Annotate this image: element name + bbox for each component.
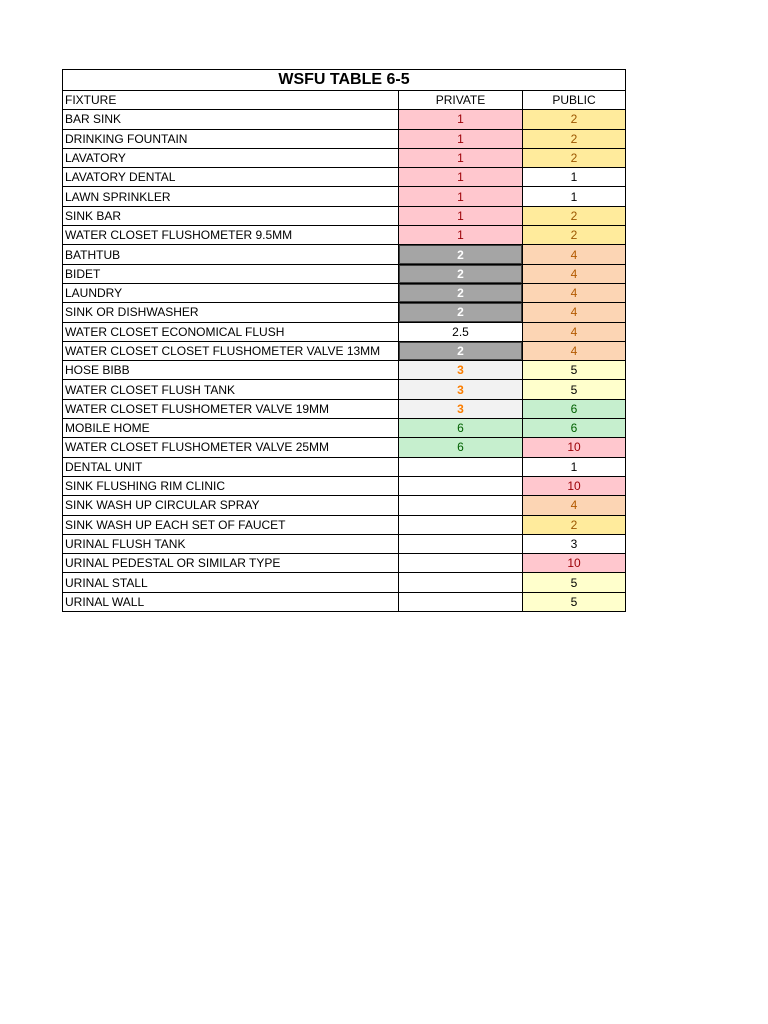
fixture-cell[interactable]: URINAL FLUSH TANK bbox=[63, 534, 399, 553]
table-row bbox=[63, 226, 626, 245]
table-row bbox=[63, 206, 626, 225]
public-wsfu-cell[interactable]: 10 bbox=[523, 554, 626, 573]
fixture-cell[interactable]: SINK OR DISHWASHER bbox=[63, 303, 399, 322]
fixture-cell[interactable]: LAUNDRY bbox=[63, 283, 399, 302]
table-row bbox=[63, 341, 626, 360]
fixture-cell[interactable]: BIDET bbox=[63, 264, 399, 283]
private-wsfu-cell[interactable]: 3 bbox=[399, 380, 523, 399]
private-wsfu-cell[interactable] bbox=[399, 573, 523, 592]
private-wsfu-cell[interactable] bbox=[399, 496, 523, 515]
private-wsfu-cell[interactable]: 2 bbox=[399, 283, 523, 302]
private-wsfu-cell[interactable]: 6 bbox=[399, 419, 523, 438]
fixture-cell[interactable]: WATER CLOSET FLUSHOMETER 9.5MM bbox=[63, 226, 399, 245]
fixture-cell[interactable]: SINK WASH UP CIRCULAR SPRAY bbox=[63, 496, 399, 515]
private-wsfu-cell[interactable] bbox=[399, 592, 523, 611]
table-row bbox=[63, 476, 626, 495]
table-row bbox=[63, 515, 626, 534]
public-wsfu-cell[interactable]: 4 bbox=[523, 303, 626, 322]
public-wsfu-cell[interactable]: 2 bbox=[523, 148, 626, 167]
public-wsfu-cell[interactable]: 2 bbox=[523, 206, 626, 225]
public-wsfu-cell[interactable]: 5 bbox=[523, 573, 626, 592]
public-wsfu-cell[interactable]: 1 bbox=[523, 457, 626, 476]
fixture-cell[interactable]: DRINKING FOUNTAIN bbox=[63, 129, 399, 148]
private-wsfu-cell[interactable]: 1 bbox=[399, 110, 523, 129]
table-row bbox=[63, 534, 626, 553]
table-row bbox=[63, 264, 626, 283]
title-row bbox=[63, 70, 626, 91]
fixture-cell[interactable]: SINK WASH UP EACH SET OF FAUCET bbox=[63, 515, 399, 534]
fixture-cell[interactable]: MOBILE HOME bbox=[63, 419, 399, 438]
public-wsfu-cell[interactable]: 4 bbox=[523, 341, 626, 360]
public-wsfu-cell[interactable]: 3 bbox=[523, 534, 626, 553]
fixture-cell[interactable]: WATER CLOSET FLUSHOMETER VALVE 19MM bbox=[63, 399, 399, 418]
private-wsfu-cell[interactable]: 3 bbox=[399, 361, 523, 380]
fixture-cell[interactable]: SINK BAR bbox=[63, 206, 399, 225]
fixture-cell[interactable]: WATER CLOSET ECONOMICAL FLUSH bbox=[63, 322, 399, 341]
public-wsfu-cell[interactable]: 5 bbox=[523, 380, 626, 399]
private-wsfu-cell[interactable]: 1 bbox=[399, 168, 523, 187]
public-wsfu-cell[interactable]: 4 bbox=[523, 496, 626, 515]
fixture-cell[interactable]: WATER CLOSET CLOSET FLUSHOMETER VALVE 13MM bbox=[63, 341, 399, 360]
table-row bbox=[63, 419, 626, 438]
table-row bbox=[63, 168, 626, 187]
table-row bbox=[63, 245, 626, 264]
table-row bbox=[63, 438, 626, 457]
private-wsfu-cell[interactable]: 2 bbox=[399, 303, 523, 322]
fixture-cell[interactable]: LAWN SPRINKLER bbox=[63, 187, 399, 206]
header-private[interactable]: PRIVATE bbox=[399, 91, 523, 110]
public-wsfu-cell[interactable]: 1 bbox=[523, 168, 626, 187]
spreadsheet-sheet bbox=[62, 69, 625, 612]
private-wsfu-cell[interactable] bbox=[399, 457, 523, 476]
fixture-cell[interactable]: URINAL PEDESTAL OR SIMILAR TYPE bbox=[63, 554, 399, 573]
table-title[interactable]: WSFU TABLE 6-5 bbox=[63, 70, 626, 91]
private-wsfu-cell[interactable] bbox=[399, 554, 523, 573]
fixture-cell[interactable]: HOSE BIBB bbox=[63, 361, 399, 380]
fixture-cell[interactable]: DENTAL UNIT bbox=[63, 457, 399, 476]
wsfu-table-body bbox=[63, 70, 626, 612]
fixture-cell[interactable]: WATER CLOSET FLUSHOMETER VALVE 25MM bbox=[63, 438, 399, 457]
table-row bbox=[63, 110, 626, 129]
public-wsfu-cell[interactable]: 6 bbox=[523, 399, 626, 418]
public-wsfu-cell[interactable]: 2 bbox=[523, 515, 626, 534]
private-wsfu-cell[interactable]: 3 bbox=[399, 399, 523, 418]
public-wsfu-cell[interactable]: 4 bbox=[523, 322, 626, 341]
table-row bbox=[63, 592, 626, 611]
public-wsfu-cell[interactable]: 2 bbox=[523, 129, 626, 148]
table-row bbox=[63, 399, 626, 418]
table-row bbox=[63, 380, 626, 399]
private-wsfu-cell[interactable]: 1 bbox=[399, 148, 523, 167]
private-wsfu-cell[interactable]: 1 bbox=[399, 226, 523, 245]
fixture-cell[interactable]: WATER CLOSET FLUSH TANK bbox=[63, 380, 399, 399]
fixture-cell[interactable]: LAVATORY DENTAL bbox=[63, 168, 399, 187]
private-wsfu-cell[interactable]: 1 bbox=[399, 187, 523, 206]
public-wsfu-cell[interactable]: 6 bbox=[523, 419, 626, 438]
public-wsfu-cell[interactable]: 10 bbox=[523, 438, 626, 457]
fixture-cell[interactable]: BATHTUB bbox=[63, 245, 399, 264]
public-wsfu-cell[interactable]: 10 bbox=[523, 476, 626, 495]
fixture-cell[interactable]: LAVATORY bbox=[63, 148, 399, 167]
private-wsfu-cell[interactable]: 2 bbox=[399, 245, 523, 264]
private-wsfu-cell[interactable] bbox=[399, 534, 523, 553]
table-row bbox=[63, 457, 626, 476]
table-row bbox=[63, 496, 626, 515]
private-wsfu-cell[interactable]: 1 bbox=[399, 129, 523, 148]
header-public[interactable]: PUBLIC bbox=[523, 91, 626, 110]
public-wsfu-cell[interactable]: 2 bbox=[523, 110, 626, 129]
private-wsfu-cell[interactable]: 1 bbox=[399, 206, 523, 225]
private-wsfu-cell[interactable] bbox=[399, 476, 523, 495]
private-wsfu-cell[interactable]: 2.5 bbox=[399, 322, 523, 341]
fixture-cell[interactable]: BAR SINK bbox=[63, 110, 399, 129]
fixture-cell[interactable]: URINAL WALL bbox=[63, 592, 399, 611]
private-wsfu-cell[interactable] bbox=[399, 515, 523, 534]
table-row bbox=[63, 129, 626, 148]
public-wsfu-cell[interactable]: 4 bbox=[523, 283, 626, 302]
fixture-cell[interactable]: SINK FLUSHING RIM CLINIC bbox=[63, 476, 399, 495]
public-wsfu-cell[interactable]: 4 bbox=[523, 264, 626, 283]
public-wsfu-cell[interactable]: 1 bbox=[523, 187, 626, 206]
table-row bbox=[63, 573, 626, 592]
table-row bbox=[63, 283, 626, 302]
public-wsfu-cell[interactable]: 5 bbox=[523, 592, 626, 611]
fixture-cell[interactable]: URINAL STALL bbox=[63, 573, 399, 592]
table-row bbox=[63, 187, 626, 206]
public-wsfu-cell[interactable]: 4 bbox=[523, 245, 626, 264]
table-row bbox=[63, 554, 626, 573]
private-wsfu-cell[interactable]: 2 bbox=[399, 264, 523, 283]
public-wsfu-cell[interactable]: 2 bbox=[523, 226, 626, 245]
wsfu-table bbox=[62, 69, 626, 612]
header-row bbox=[63, 91, 626, 110]
header-fixture[interactable]: FIXTURE bbox=[63, 91, 399, 110]
table-row bbox=[63, 361, 626, 380]
table-row bbox=[63, 322, 626, 341]
table-row bbox=[63, 303, 626, 322]
public-wsfu-cell[interactable]: 5 bbox=[523, 361, 626, 380]
table-row bbox=[63, 148, 626, 167]
private-wsfu-cell[interactable]: 2 bbox=[399, 341, 523, 360]
private-wsfu-cell[interactable]: 6 bbox=[399, 438, 523, 457]
